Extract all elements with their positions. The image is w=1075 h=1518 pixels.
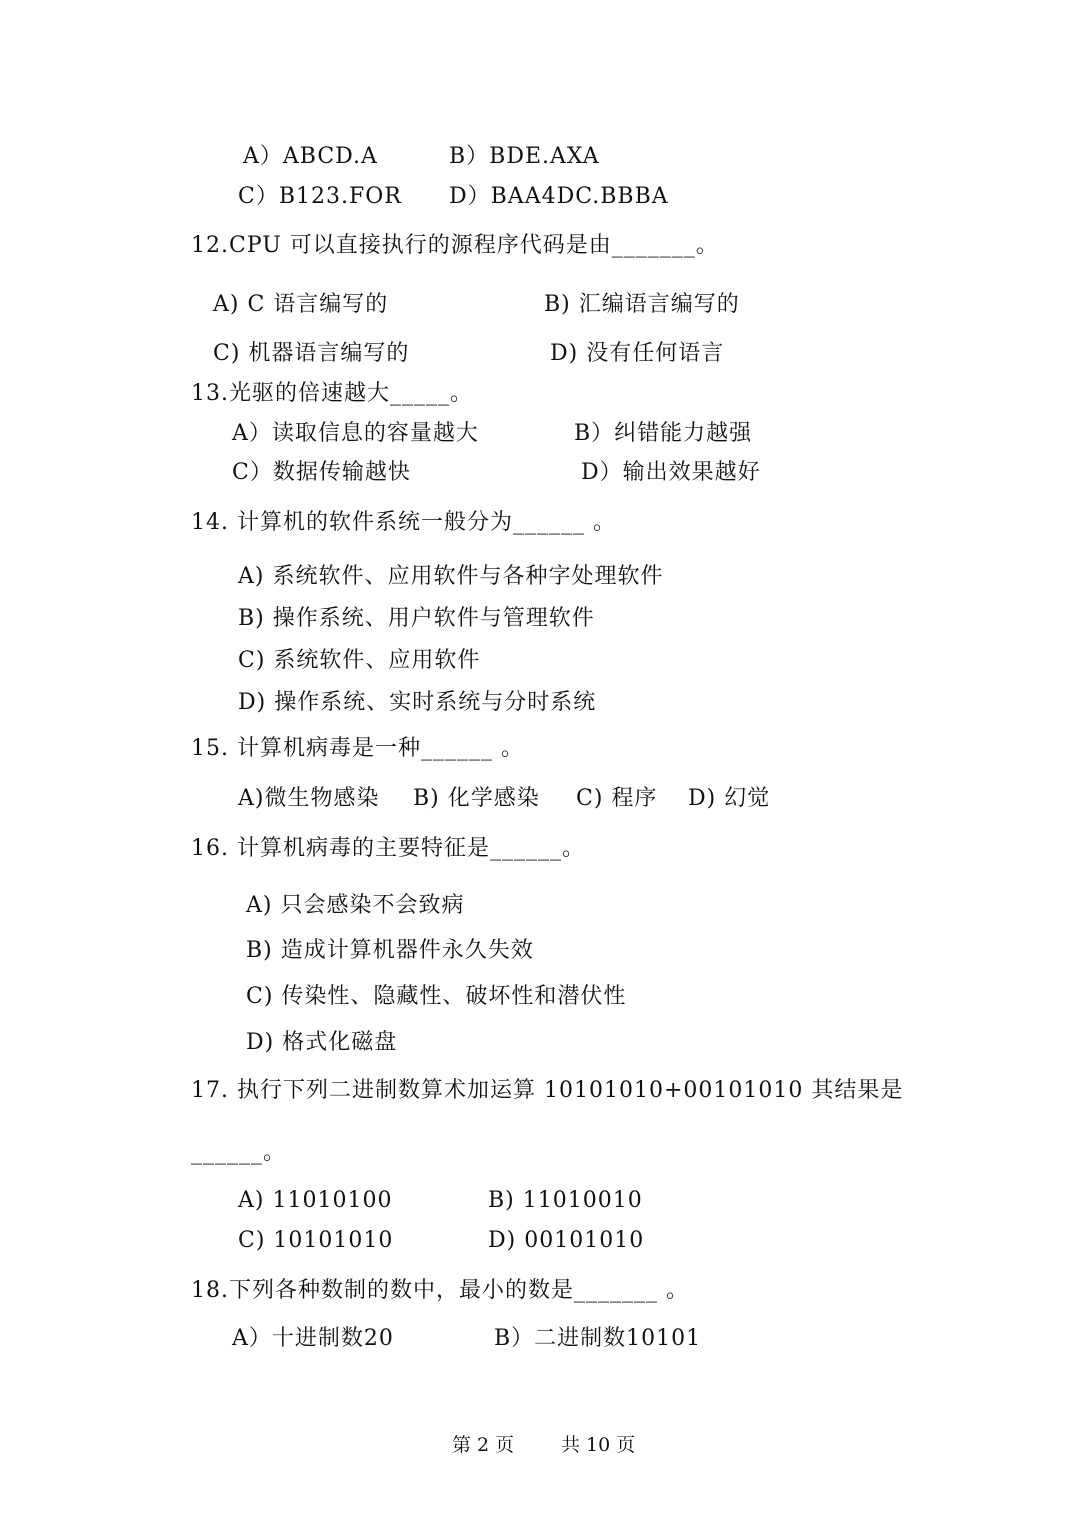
q13-option-b: B）纠错能力越强 [574, 421, 753, 446]
q18-option-b: B）二进制数10101 [494, 1326, 702, 1351]
q11-option-b: B）BDE.AXA [449, 144, 600, 169]
q17-option-d: D) 00101010 [488, 1228, 645, 1253]
q16-stem: 16. 计算机病毒的主要特征是______。 [191, 836, 585, 861]
footer-page-number: 第 2 页 [452, 1434, 515, 1456]
q16-option-c: C) 传染性、隐藏性、破坏性和潜伏性 [246, 984, 627, 1009]
q12-option-d: D) 没有任何语言 [550, 341, 725, 366]
q14-option-c: C) 系统软件、应用软件 [238, 648, 481, 673]
q15-option-a: A)微生物感染 [238, 786, 380, 811]
q15-option-c: C) 程序 [576, 786, 658, 811]
q17-option-a: A) 11010100 [238, 1188, 393, 1213]
q11-option-c: C）B123.FOR [238, 184, 402, 209]
q13-option-d: D）输出效果越好 [581, 460, 761, 485]
q15-option-d: D) 幻觉 [688, 786, 771, 811]
q15-option-b: B) 化学感染 [413, 786, 540, 811]
q17-stem: 17. 执行下列二进制数算术加运算 10101010+00101010 其结果是 [191, 1078, 904, 1103]
q13-stem: 13.光驱的倍速越大_____。 [191, 381, 473, 406]
q12-option-b: B) 汇编语言编写的 [544, 292, 740, 317]
q14-stem: 14. 计算机的软件系统一般分为______ 。 [191, 510, 616, 535]
q14-option-d: D) 操作系统、实时系统与分时系统 [238, 690, 597, 715]
q14-option-b: B) 操作系统、用户软件与管理软件 [238, 606, 595, 631]
q15-stem: 15. 计算机病毒是一种______ 。 [191, 736, 524, 761]
q18-stem: 18.下列各种数制的数中，最小的数是_______ 。 [191, 1278, 689, 1303]
q16-option-b: B) 造成计算机器件永久失效 [246, 938, 534, 963]
q11-option-d: D）BAA4DC.BBBA [449, 184, 669, 209]
q17-option-b: B) 11010010 [488, 1188, 643, 1213]
q16-option-d: D) 格式化磁盘 [246, 1030, 398, 1055]
q12-option-c: C) 机器语言编写的 [213, 341, 410, 366]
q17-stem-continuation: ______。 [191, 1140, 287, 1165]
q16-option-a: A) 只会感染不会致病 [246, 893, 465, 918]
q14-option-a: A) 系统软件、应用软件与各种字处理软件 [238, 564, 664, 589]
q18-option-a: A）十进制数20 [232, 1326, 394, 1351]
footer-page-total: 共 10 页 [561, 1434, 636, 1456]
q13-option-c: C）数据传输越快 [232, 460, 411, 485]
q12-option-a: A) C 语言编写的 [213, 292, 389, 317]
q17-option-c: C) 10101010 [238, 1228, 394, 1253]
q12-stem: 12.CPU 可以直接执行的源程序代码是由_______。 [191, 233, 719, 258]
q11-option-a: A）ABCD.A [243, 144, 378, 169]
q13-option-a: A）读取信息的容量越大 [232, 421, 479, 446]
